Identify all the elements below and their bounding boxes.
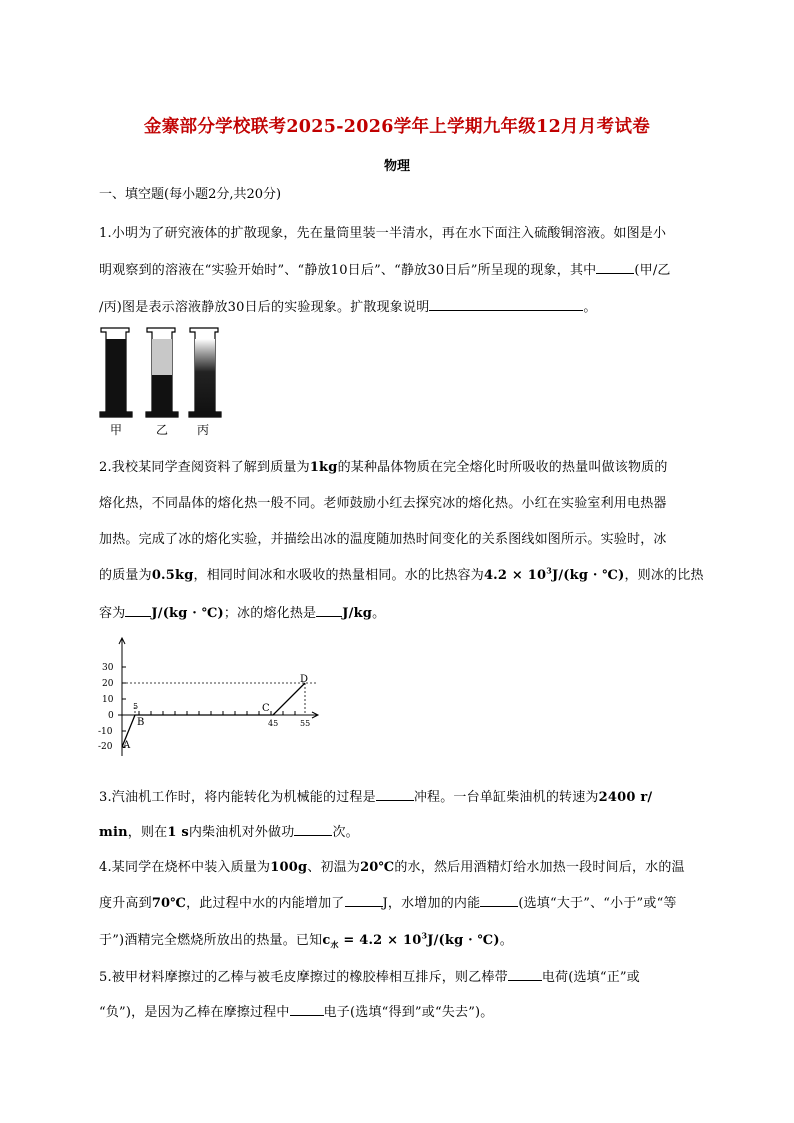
label-bing: 丙 [197, 423, 210, 437]
q4-c-symbol: c [322, 933, 331, 948]
q2-text-4a: 的质量为 [99, 568, 152, 583]
q2-line4 [99, 564, 704, 583]
q4-initial-temp: 20℃ [360, 860, 395, 875]
q2-text-4c: ，相同时间冰和水吸收的热量相同。水的比热容为 [193, 568, 484, 583]
q5-line2 [99, 1001, 494, 1020]
x-tick-45: 45 [268, 719, 279, 728]
q2-text-1a: 2.我校某同学查阅资料了解到质量为 [99, 460, 310, 475]
q2-line5 [99, 602, 385, 621]
q2-blank-1[interactable] [125, 603, 151, 617]
q2-mass-1kg: 1kg [309, 460, 338, 475]
q3-text-2b: ，则在 [127, 825, 168, 840]
y-tick-30: 30 [102, 663, 114, 673]
q5-blank-2[interactable] [290, 1002, 324, 1016]
q1-text-1: 1.小明为了研究液体的扩散现象，先在量筒里装一半清水，再在水下面注入硫酸铜溶液。如图是小 [99, 226, 667, 241]
q4-mass: 100g [270, 860, 308, 875]
q4-text-2c: ，此过程中水的内能增加了 [186, 896, 345, 911]
q4-text-1e: 的水，然后用酒精灯给水加热一段时间后，水的温 [394, 860, 685, 875]
q4-text-2e: (选填“大于”、“小于”或“等 [518, 896, 677, 911]
y-tick-20: 20 [102, 679, 114, 689]
point-c-label: C [262, 703, 270, 714]
q2-text-5a: 容为 [99, 606, 126, 621]
q1-line1 [99, 222, 666, 241]
q4-text-1a: 4.某同学在烧杯中装入质量为 [99, 860, 271, 875]
point-d-label: D [300, 674, 309, 685]
q5-text-1b: 电荷(选填“正”或 [541, 970, 640, 985]
q5-blank-1[interactable] [508, 967, 542, 981]
q4-text-1c: 、初温为 [307, 860, 361, 875]
subject-heading: 物理 [383, 159, 410, 174]
q2-text-2: 熔化热，不同晶体的熔化热一般不同。老师鼓励小红去探究冰的熔化热。小红在实验室利用电热器 [99, 496, 667, 511]
q4-text-2d: J，水增加的内能 [382, 896, 481, 911]
q5-text-2b: 电子(选填“得到”或“失去”)。 [323, 1005, 494, 1020]
q2-line2 [99, 492, 667, 511]
q4-text-2a: 度升高到 [99, 896, 152, 911]
q3-rpm: 2400 r/ [598, 790, 653, 805]
q1-text-3-tail: 。 [583, 300, 597, 315]
q2-text-4f: ，则冰的比热 [624, 568, 704, 583]
q4-text-3e: 。 [499, 933, 513, 948]
q5-text-1a: 5.被甲材料摩擦过的乙棒与被毛皮摩擦过的橡胶棒相互排斥，则乙棒带 [99, 970, 508, 985]
q4-text-3a: 于”)酒精完全燃烧所放出的热量。已知 [99, 933, 323, 948]
q2-mass-05kg: 0.5kg [151, 568, 194, 583]
y-tick-neg20: -20 [98, 742, 113, 752]
q1-text-2: 明观察到的溶液在“实验开始时”、“静放10日后”、“静放30日后”所呈现的现象，其中 [99, 263, 597, 278]
y-tick-10: 10 [102, 695, 114, 705]
q2-exponent: 3 [546, 565, 552, 576]
y-tick-neg10: -10 [98, 727, 113, 737]
y-tick-0: 0 [108, 711, 114, 721]
q3-line1 [99, 786, 652, 805]
q3-unit-min: min [99, 825, 128, 840]
q4-c-subscript: 水 [330, 939, 339, 950]
q1-text-3: /丙)图是表示溶液静放30日后的实验现象。扩散现象说明 [99, 300, 430, 315]
label-jia: 甲 [110, 423, 123, 437]
q4-line2 [99, 892, 677, 911]
q2-specific-heat: 4.2 × 10 [483, 568, 547, 583]
section-heading: 一、填空题(每小题2分,共20分) [99, 187, 282, 202]
q2-text-5c: ；冰的熔化热是 [223, 606, 317, 621]
q4-c-value: = 4.2 × 10 [338, 933, 422, 948]
q4-line1 [99, 856, 685, 875]
q2-text-3: 加热。完成了冰的熔化实验，并描绘出冰的温度随加热时间变化的关系图线如图所示。实验时，冰 [99, 532, 667, 547]
point-a-label: A [123, 740, 131, 751]
q3-text-2d: 内柴油机对外做功 [188, 825, 295, 840]
q3-blank-2[interactable] [294, 822, 332, 836]
q1-text-2-tail: (甲/乙 [634, 263, 671, 278]
q2-line3 [99, 528, 667, 547]
q4-blank-2[interactable] [480, 893, 518, 907]
cylinder-jia [100, 328, 132, 417]
q2-blank-2[interactable] [316, 603, 342, 617]
q3-line2 [99, 821, 359, 840]
q2-unit-3: J/kg [342, 606, 373, 621]
label-yi: 乙 [156, 423, 169, 437]
q4-line3 [99, 929, 513, 951]
q1-blank-2[interactable] [429, 297, 583, 311]
q5-line1 [99, 966, 640, 985]
x-tick-5: 5 [133, 702, 139, 711]
q3-time: 1 s [167, 825, 189, 840]
q4-final-temp: 70℃ [151, 896, 187, 911]
q2-unit-2: J/(kg · ℃) [151, 606, 224, 621]
q2-line1 [99, 456, 668, 475]
q3-text-1b: 冲程。一台单缸柴油机的转速为 [413, 790, 599, 805]
q1-line2 [99, 259, 671, 278]
q5-text-2a: “负”)，是因为乙棒在摩擦过程中 [99, 1005, 290, 1020]
x-tick-55: 55 [300, 719, 311, 728]
q2-text-5e: 。 [372, 606, 386, 621]
q3-text-1a: 3.汽油机工作时，将内能转化为机械能的过程是 [99, 790, 376, 805]
cylinder-bing [189, 328, 221, 417]
q1-blank-1[interactable] [596, 260, 634, 274]
q4-unit: J/(kg · ℃) [427, 933, 500, 948]
q1-line3 [99, 296, 597, 315]
q4-exponent: 3 [421, 930, 428, 941]
q3-text-2e: 次。 [332, 825, 359, 840]
exam-title: 金寨部分学校联考2025-2026学年上学期九年级12月月考试卷 [143, 117, 651, 137]
cylinder-figure [99, 326, 229, 442]
cylinder-yi [146, 328, 178, 417]
q2-text-1c: 的某种晶体物质在完全熔化时所吸收的热量叫做该物质的 [337, 460, 668, 475]
q3-blank-1[interactable] [376, 787, 414, 801]
q4-blank-1[interactable] [345, 893, 383, 907]
temperature-graph [98, 636, 328, 765]
point-b-label: B [137, 717, 145, 728]
q2-unit: J/(kg · ℃) [551, 568, 625, 583]
